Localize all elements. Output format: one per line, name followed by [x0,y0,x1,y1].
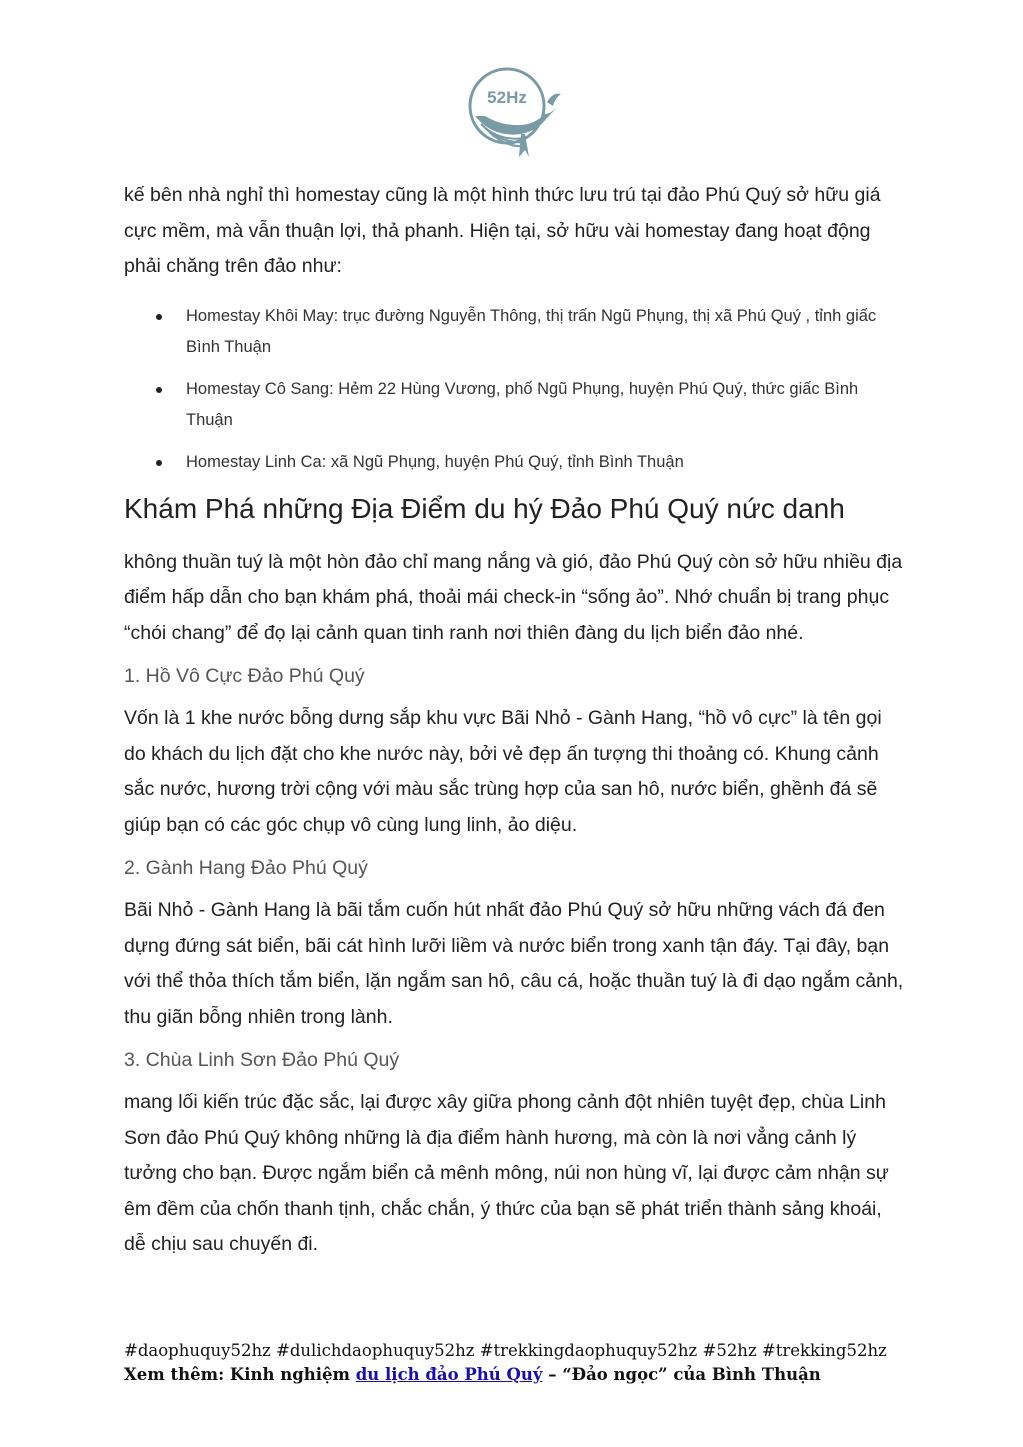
intro-paragraph: kế bên nhà nghỉ thì homestay cũng là một hình thức lưu trú tại đảo Phú Quý sở hữu giá cực mềm, mà vẫn thuận lợi, thả phanh. Hiện tại, sở hữu vài homestay đang hoạt động phải chăng trên đảo như: [124,184,881,277]
list-item-text: Homestay Khôi May: trục đường Nguyễn Thông, thị trấn Ngũ Phụng, thị xã Phú Quý , tỉnh giấc Bình Thuận [186,306,877,356]
brand-logo [463,62,563,162]
see-more-prefix: Xem thêm: Kinh nghiệm [124,1365,356,1384]
article-link[interactable]: du lịch đảo Phú Quý [355,1365,543,1384]
see-more-line [124,1363,924,1387]
list-item-text: Homestay Linh Ca: xã Ngũ Phụng, huyện Phú Quý, tỉnh Bình Thuận [186,452,684,471]
list-item [124,374,904,436]
bullet-icon [156,314,162,320]
list-item-text: Homestay Cô Sang: Hẻm 22 Hùng Vương, phố Ngũ Phụng, huyện Phú Quý, thức giấc Bình Thuận [186,379,859,429]
homestay-list [124,301,904,478]
list-item [124,301,904,363]
place-description: Bãi Nhỏ - Gành Hang là bãi tắm cuốn hút nhất đảo Phú Quý sở hữu những vách đá đen dựng đứng sát biển, bãi cát hình lưỡi liềm và nước biển trong xanh tận đáy. Tại đây, bạn với thể thỏa thích tắm biển, lặn ngắm san hô, câu cá, hoặc thuần tuý là đi dạo ngắm cảnh, thu giãn bỗng nhiên trong lành. [124,899,904,1028]
logo-text: 52Hz [487,88,527,107]
whale-icon [463,62,563,162]
place-description: mang lối kiến trúc đặc sắc, lại được xây giữa phong cảnh đột nhiên tuyệt đẹp, chùa Linh Sơn đảo Phú Quý không những là địa điểm hành hương, mà còn là nơi vẳng cảnh lý tưởng cho bạn. Được ngắm biển cả mênh mông, núi non hùng vĩ, lại được cảm nhận sự êm đềm của chốn thanh tịnh, chắc chắn, ý thức của bạn sẽ phát triển thành sảng khoái, dễ chịu sau chuyến đi. [124,1091,889,1255]
place-description: Vốn là 1 khe nước bỗng dưng sắp khu vực Bãi Nhỏ - Gành Hang, “hồ vô cực” là tên gọi do khách du lịch đặt cho khe nước này, bởi vẻ đẹp ấn tượng thi thoảng có. Khung cảnh sắc nước, hương trời cộng với màu sắc trùng hợp của san hô, nước biển, ghềnh đá sẽ giúp bạn có các góc chụp vô cùng lung linh, ảo diệu. [124,707,882,836]
place-heading: 1. Hồ Vô Cực Đảo Phú Quý [124,665,365,687]
list-item [124,447,904,478]
bullet-icon [156,460,162,466]
see-more-suffix: – “Đảo ngọc” của Bình Thuận [542,1365,821,1384]
section-heading: Khám Phá những Địa Điểm du hý Đảo Phú Quý nức danh [124,492,845,524]
article-body [124,178,904,1263]
hashtags: #daophuquy52hz #dulichdaophuquy52hz #trekkingdaophuquy52hz #52hz #trekking52hz [124,1341,887,1360]
page-footer [124,1339,924,1387]
section-intro: không thuần tuý là một hòn đảo chỉ mang nắng và gió, đảo Phú Quý còn sở hữu nhiều địa điểm hấp dẫn cho bạn khám phá, thoải mái check-in “sống ảo”. Nhớ chuẩn bị trang phục “chói chang” để đọ lại cảnh quan tinh ranh nơi thiên đàng du lịch biển đảo nhé. [124,550,903,644]
bullet-icon [156,387,162,393]
place-heading: 2. Gành Hang Đảo Phú Quý [124,857,368,879]
place-heading: 3. Chùa Linh Sơn Đảo Phú Quý [124,1049,400,1071]
